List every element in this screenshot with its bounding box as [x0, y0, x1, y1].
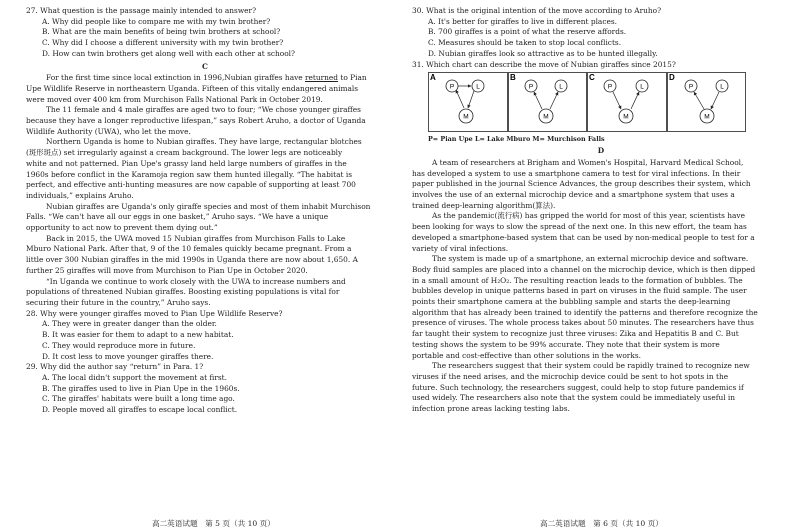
passage-c-line: further 25 giraffes will move from Murchison to Pian Upe in October 2020. — [26, 265, 308, 275]
passage-d-line: A team of researchers at Brigham and Women's Hospital, Harvard Medical School, — [432, 157, 744, 167]
passage-d-line: presence of viruses. The whole process takes about 50 minutes. The researchers have thus — [412, 318, 754, 328]
node-l-label: L — [476, 83, 480, 91]
chart-b-label: B — [510, 73, 516, 83]
question-28-option-d: D. It cost less to move younger giraffes there. — [42, 351, 214, 361]
question-30-stem: 30. What is the original intention of the move according to Aruho? — [412, 6, 662, 15]
node-m-label: M — [704, 113, 710, 121]
passage-c-line: The 11 female and 4 male giraffes are aged two to four; “We chose younger giraffes — [46, 105, 361, 115]
question-28-option-a: A. They were in greater danger than the older. — [42, 319, 217, 329]
migration-charts-svg — [428, 72, 746, 132]
passage-d-line: future. Such technology, the researchers suggest, could help to stop future pandemics if — [412, 382, 744, 392]
passage-d-line: trained deep-learning algorithm(算法). — [412, 200, 556, 210]
arrow-m-to-p — [456, 90, 464, 108]
node-l-label: L — [720, 83, 724, 91]
arrow-m-to-p — [694, 92, 704, 109]
question-29-option-a: A. The local didn't support the movement at first. — [42, 372, 227, 382]
passage-d-line: developed a smartphone-based system that can be used by non-medical people to test for a — [412, 232, 755, 242]
arrow-l-to-m — [468, 88, 475, 108]
passage-c-line: little over 300 Nubian giraffes in the mid 1990s in Uganda there are now about 1,650. A — [26, 255, 358, 265]
node-m-label: M — [623, 113, 629, 121]
arrow-m-to-l — [631, 92, 639, 109]
passage-d-line: has developed a system to use a smartphone camera to test for viral infections. In their — [412, 168, 741, 178]
passage-d-line: been looking for ways to slow the spread of the next one. In this new effort, the team has — [412, 222, 747, 232]
passage-c-line: Back in 2015, the UWA moved 15 Nubian giraffes from Murchison Falls to Lake — [46, 233, 346, 243]
question-28-option-b: B. It was easier for them to adapt to a new habitat. — [42, 330, 234, 340]
node-m-label: M — [463, 113, 469, 121]
question-28-option-c: C. They would reproduce more in future. — [42, 340, 196, 350]
passage-c-line: “In Uganda we continue to work closely with the UWA to increase numbers and — [46, 276, 346, 286]
question-28-stem: 28. Why were younger giraffes moved to Pian Upe Wildlife Reserve? — [26, 308, 283, 318]
chart-d-label: D — [669, 73, 675, 83]
question-30-option-c: C. Measures should be taken to stop local conflicts. — [428, 38, 622, 48]
passage-d-line: paper published in the journal Science Advances, the group describes their system, which — [412, 179, 751, 189]
question-27-stem: 27. What question is the passage mainly intended to answer? — [26, 6, 257, 15]
node-p-label: P — [607, 83, 613, 91]
passage-c-line: 1960s before conflict in the Karamoja region saw them hunted illegally. “The habitat is — [26, 169, 353, 179]
section-d-heading: D — [597, 146, 605, 156]
passage-c-line: Falls. “We can't have all our eggs in one basket,” Aruho says. “We have a unique — [26, 212, 329, 222]
chart-c-label: C — [589, 73, 595, 83]
arrow-m-to-l — [550, 92, 558, 109]
chart-a — [429, 73, 508, 132]
passage-c-line: Northern Uganda is home to Nubian giraffes. They have large, rectangular blotches — [46, 137, 362, 147]
passage-c-line: Nubian giraffes are Uganda's only giraffe species and most of them inhabit Murchison — [46, 201, 371, 211]
passage-c — [26, 73, 384, 308]
node-l-label: L — [559, 83, 563, 91]
question-27-option-b: B. What are the main benefits of being twin brothers at school? — [42, 27, 281, 37]
passage-d-line: portable and cost-effective than other solutions in the works. — [412, 350, 641, 360]
passage-d-line: far taught their system to recognize just three viruses: Zika and Hepatitis B and C. But — [412, 329, 739, 339]
question-29-option-b: B. The giraffes used to live in Pian Upe in the 1960s. — [42, 383, 240, 393]
arrow-m-to-p — [534, 92, 542, 109]
question-27-option-a: A. Why did people like to compare me with my twin brother? — [42, 16, 271, 26]
passage-d-line: The researchers suggest that their system could be rapidly trained to recognize new — [432, 361, 750, 371]
question-29-option-d: D. People moved all giraffes to escape local conflict. — [42, 405, 238, 415]
passage-d-line: variety of viral infections. — [412, 243, 509, 253]
left-page-column — [26, 6, 384, 416]
passage-d — [412, 158, 790, 415]
passage-d-line: algorithm that has already been trained to identify the patterns and therefore recognize the — [412, 307, 758, 317]
arrow-l-to-m — [711, 92, 719, 109]
passage-d-line: in a small amount of H₂O₂. The resulting reaction leads to the formation of bubbles. The — [412, 275, 743, 285]
passage-d-line: viruses if the need arises, and the microchip device could be sent to hot spots in the — [412, 371, 729, 381]
node-p-label: P — [688, 83, 694, 91]
chart-b — [509, 73, 587, 132]
passage-c-line: Wildlife Authority (UWA), who let the move. — [26, 126, 191, 136]
question-27-option-d: D. How can twin brothers get along well with each other at school? — [42, 48, 295, 58]
page-footer-left: 高二英语试题 第 5 页（共 10 页） — [152, 519, 275, 528]
passage-d-line: bubbles develop in unique patterns based in part on viruses in the fluid sample. The user — [412, 286, 747, 296]
chart-c — [588, 73, 667, 132]
node-m-label: M — [543, 113, 549, 121]
passage-c-line: For the first time since local extinction in 1996,Nubian giraffes have returned to Pian — [46, 73, 367, 83]
passage-d-line: used widely. The researchers also note that the system could be immediately useful in — [412, 393, 736, 403]
passage-c-line: populations of threatened Nubian giraffes. Boosting existing populations is vital for — [26, 287, 340, 297]
passage-c-line: securing their future in the country,” Aruho says. — [26, 297, 211, 307]
passage-c-line: white and not patterned. Pian Upe's grassy land held large numbers of giraffes in the — [26, 158, 347, 168]
passage-d-line: As the pandemic(流行病) has gripped the world for most of this year, scientists have — [432, 211, 745, 221]
chart-a-label: A — [430, 73, 436, 83]
right-page-column — [412, 6, 790, 415]
node-p-label: P — [528, 83, 534, 91]
passage-c-line: individuals,” explains Aruho. — [26, 190, 134, 200]
section-c-heading: C — [202, 61, 208, 71]
question-30-option-b: B. 700 giraffes is a point of what the reserve affords. — [428, 27, 627, 37]
passage-d-line: points their smartphone camera at the bubbling sample and starts the deep-learning — [412, 297, 731, 307]
question-27-option-c: C. Why did I choose a different university with my twin brother? — [42, 38, 284, 48]
passage-d-line: involves the use of an external microchip device and a smartphone system that uses a — [412, 190, 735, 200]
page-footer-right: 高二英语试题 第 6 页（共 10 页） — [540, 519, 663, 528]
question-31-stem: 31. Which chart can describe the move of Nubian giraffes since 2015? — [412, 59, 676, 69]
chart-d — [668, 73, 746, 132]
passage-d-line: The system is made up of a smartphone, an external microchip device and software. — [432, 254, 749, 264]
passage-c-line: Upe Wildlife Reserve in northeastern Uganda. Fifteen of this vitally endangered animals — [26, 83, 359, 93]
passage-d-line: Body fluid samples are placed into a channel on the microchip device, which is then dipped — [412, 264, 756, 274]
chart-legend: P= Pian Upe L= Lake Mburo M= Murchison Falls — [428, 135, 605, 144]
question-30-option-d: D. Nubian giraffes look so attractive as to be hunted illegally. — [428, 48, 658, 58]
passage-d-line: infection prone areas lacking testing labs. — [412, 404, 570, 414]
passage-c-line: were moved over 400 km from Murchison Falls National Park in October 2019. — [26, 94, 323, 104]
passage-c-line: (斑形斑点) set irregularly against a cream background. The lower legs are noticeably — [26, 148, 343, 158]
question-29-stem: 29. Why did the author say “return” in Para. 1? — [26, 362, 204, 372]
passage-d-line: testing shows the system to be 99% accurate. They note that their system is more — [412, 339, 720, 349]
arrow-p-to-m — [613, 92, 621, 109]
passage-c-line: perfect, and effective anti-hunting measures are now capable of supporting at least 700 — [26, 180, 356, 190]
returned-word: returned — [305, 73, 339, 83]
question-30-option-a: A. It's better for giraffes to live in different places. — [428, 16, 617, 26]
migration-charts — [412, 72, 790, 134]
passage-c-line: Mburo National Park. After that, 9 of the 10 females quickly became pregnant. From a — [26, 244, 352, 254]
passage-c-line: because they have a longer reproductive lifespan,” says Robert Aruho, a doctor of Uganda — [26, 116, 366, 126]
node-l-label: L — [640, 83, 644, 91]
question-29-option-c: C. The giraffes' habitats were built a long time ago. — [42, 394, 235, 404]
passage-c-line: opportunity to act now to prevent them dying out.” — [26, 223, 218, 233]
node-p-label: P — [449, 83, 455, 91]
